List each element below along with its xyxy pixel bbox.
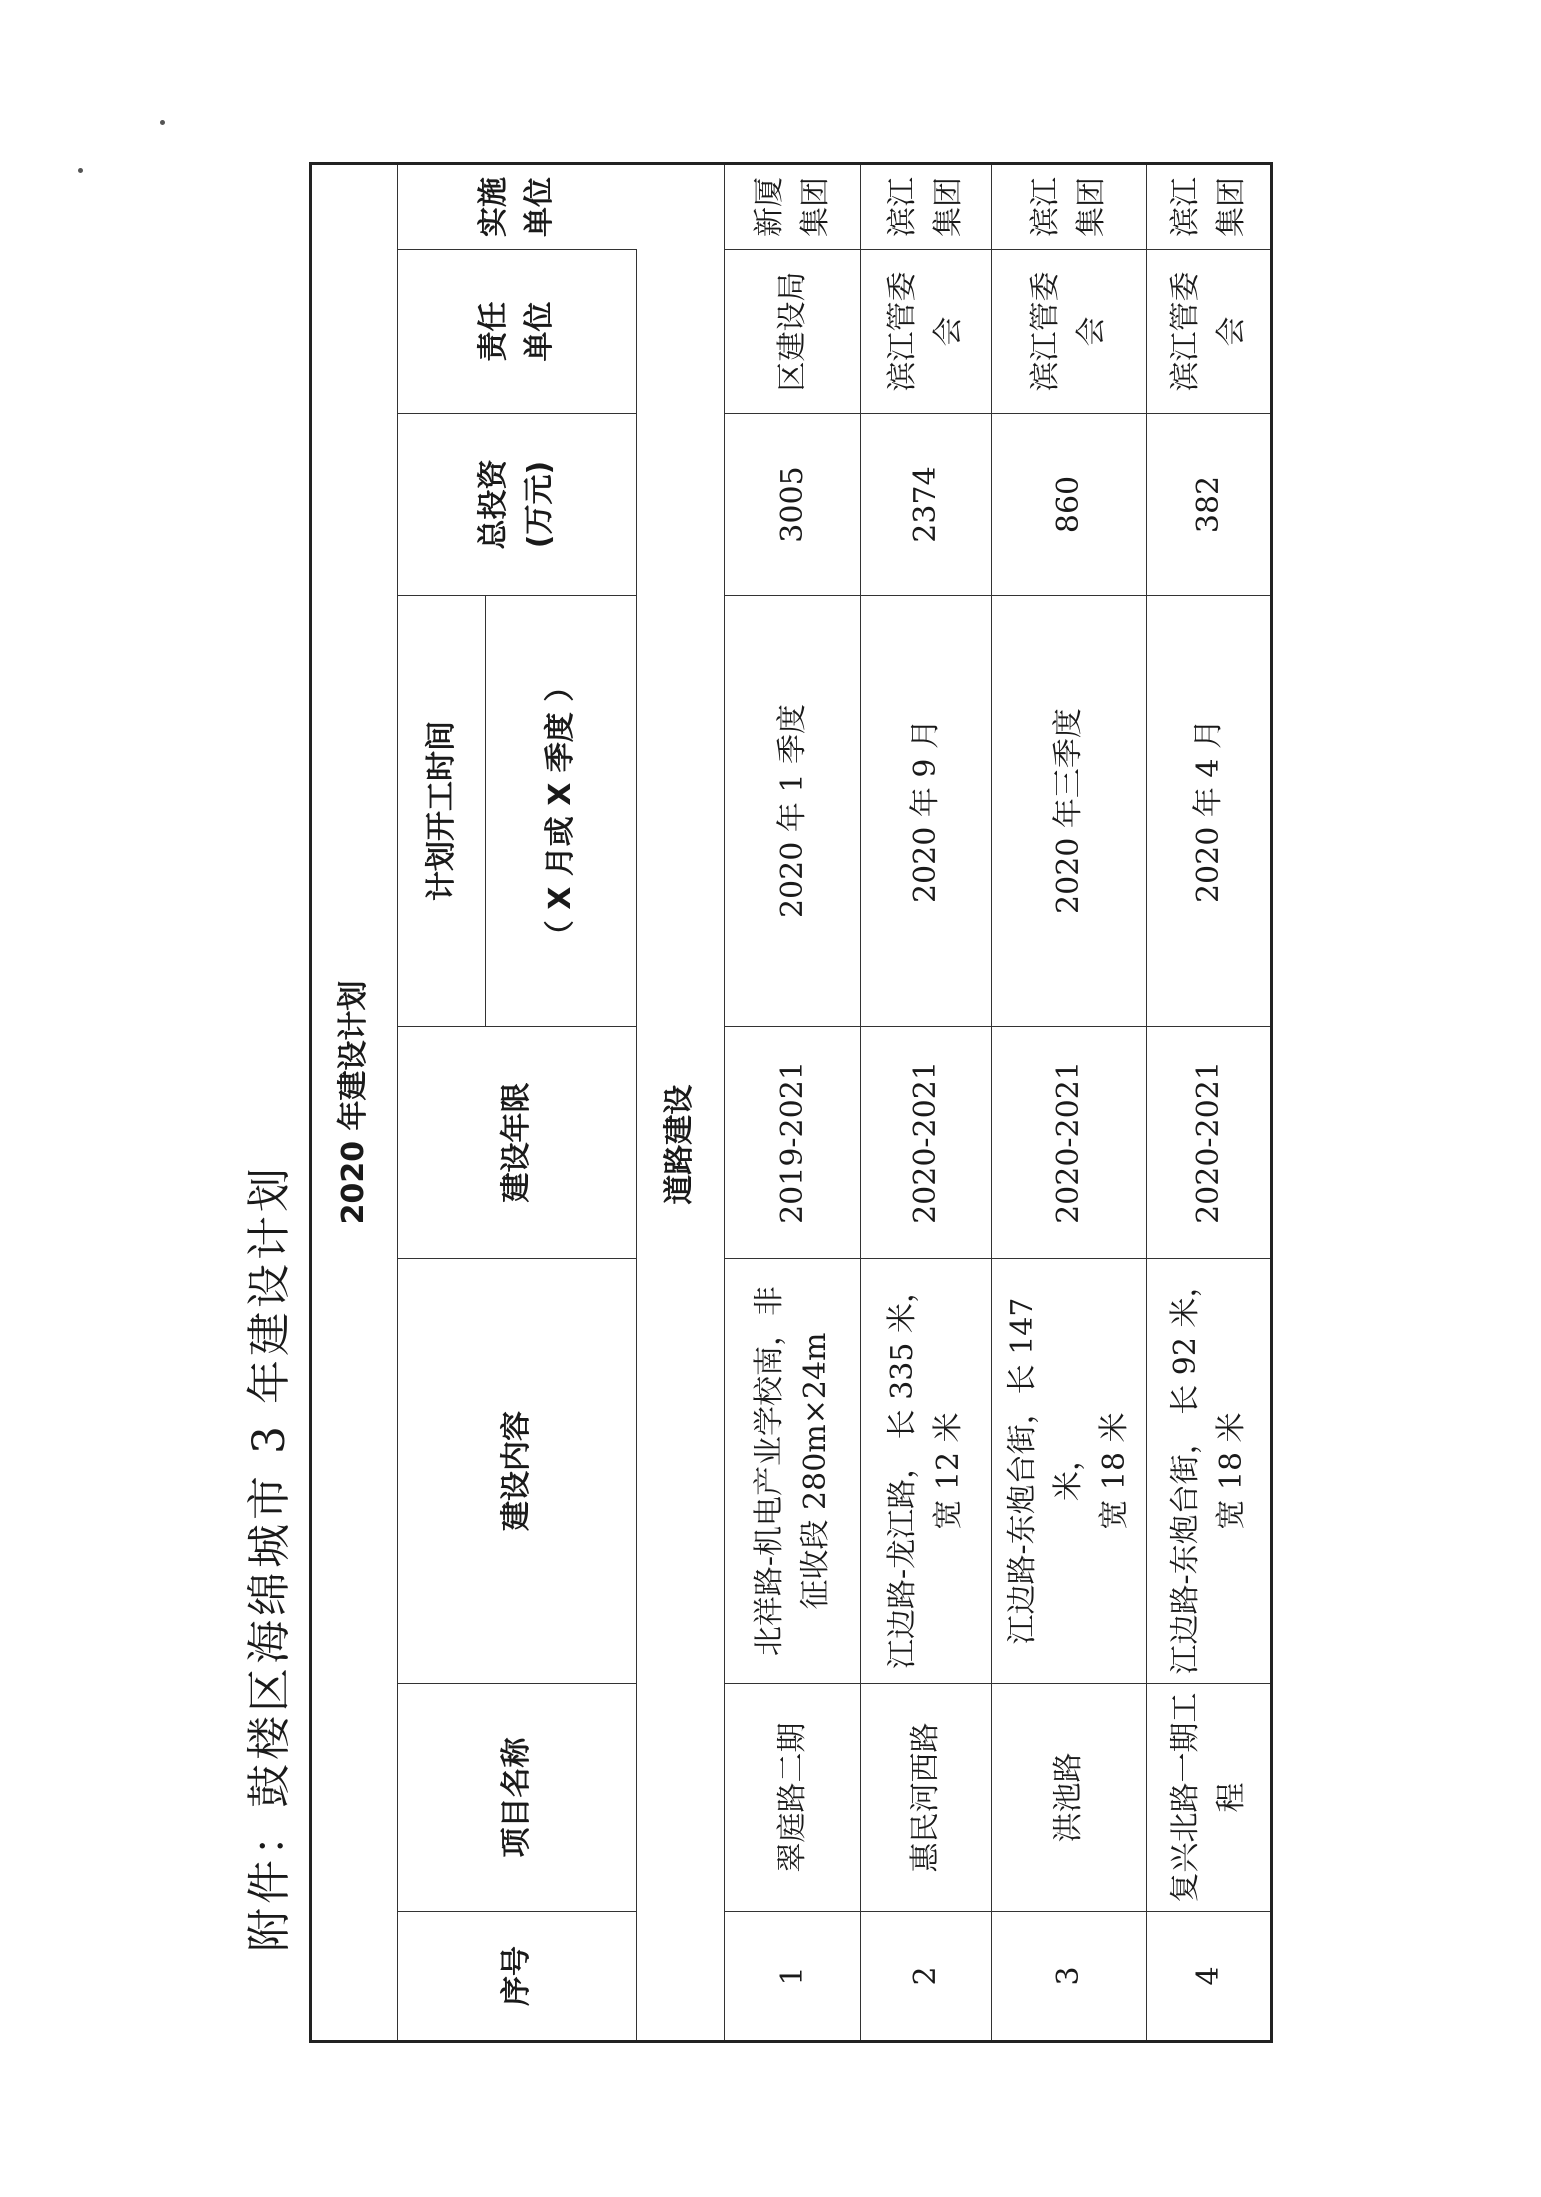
cell-implementing: 滨江集团 (1147, 163, 1272, 249)
cell-seq: 4 (1147, 1912, 1272, 2042)
header-period: 建设年限 (397, 1027, 636, 1259)
cell-implementing: 新厦集团 (725, 163, 860, 249)
cell-responsible-line: 滨江管委 (884, 271, 920, 392)
table-row (1147, 163, 1272, 2041)
cell-start-time: 2020 年 9 月 (860, 596, 991, 1027)
cell-content (860, 1259, 991, 1684)
cell-responsible-line: 会 (1213, 316, 1249, 347)
cell-responsible (1147, 250, 1272, 414)
cell-responsible-line: 会 (1073, 316, 1109, 347)
cell-period: 2020-2021 (1147, 1027, 1272, 1259)
header-implementing-line: 单位 (521, 176, 557, 237)
cell-responsible-line: 会 (930, 316, 966, 347)
header-responsible-line: 单位 (521, 301, 557, 362)
section-blank (636, 163, 725, 249)
header-project-name: 项目名称 (397, 1684, 636, 1912)
cell-content-line: 江边路-东炮台街，长 147 米， (1004, 1297, 1086, 1645)
cell-content-line: 宽 18 米 (1096, 1412, 1132, 1530)
cell-implementing: 滨江集团 (991, 163, 1146, 249)
cell-seq: 2 (860, 1912, 991, 2042)
cell-responsible-line: 滨江管委 (1027, 271, 1063, 392)
cell-implementing: 滨江集团 (860, 163, 991, 249)
cell-project-name: 洪池路 (991, 1684, 1146, 1912)
cell-start-time: 2020 年 4 月 (1147, 596, 1272, 1027)
cell-start-time: 2020 年 1 季度 (725, 596, 860, 1027)
cell-investment: 860 (991, 414, 1146, 596)
construction-plan-table (309, 162, 1273, 2043)
table-row (725, 163, 860, 2041)
header-investment-line: (万元) (521, 460, 557, 549)
header-investment (397, 414, 636, 596)
cell-investment: 382 (1147, 414, 1272, 596)
cell-responsible-line: 区建设局 (774, 271, 810, 392)
cell-period: 2019-2021 (725, 1027, 860, 1259)
cell-period: 2020-2021 (860, 1027, 991, 1259)
cell-responsible-line: 滨江管委 (1167, 271, 1203, 392)
table-row (991, 163, 1146, 2041)
cell-project-name: 惠民河西路 (860, 1684, 991, 1912)
cell-content-line: 北祥路-机电产业学校南，非 (751, 1285, 787, 1657)
cell-responsible (725, 250, 860, 414)
cell-content (991, 1259, 1146, 1684)
header-implementing (397, 163, 636, 249)
plan-year-band: 2020 年建设计划 (311, 163, 398, 2041)
table-row (860, 163, 991, 2041)
cell-seq: 3 (991, 1912, 1146, 2042)
cell-investment: 2374 (860, 414, 991, 596)
cell-content (725, 1259, 860, 1684)
header-responsible-line: 责任 (475, 301, 511, 362)
header-implementing-line: 实施 (475, 176, 511, 237)
cell-responsible (860, 250, 991, 414)
cell-start-time: 2020 年三季度 (991, 596, 1146, 1027)
header-seq: 序号 (397, 1912, 636, 2042)
cell-content-line: 宽 12 米 (930, 1412, 966, 1530)
document-title: 附件：鼓楼区海绵城市 3 年建设计划 (244, 1164, 295, 1952)
cell-investment: 3005 (725, 414, 860, 596)
header-responsible (397, 250, 636, 414)
cell-project-name: 复兴北路一期工程 (1147, 1684, 1272, 1912)
header-content: 建设内容 (397, 1259, 636, 1684)
header-start-time: 计划开工时间 (397, 596, 486, 1027)
cell-content (1147, 1259, 1272, 1684)
section-road-construction: 道路建设 (636, 250, 725, 2042)
cell-content-line: 江边路-龙江路， 长 335 米， (884, 1273, 920, 1670)
cell-project-name: 翠庭路二期 (725, 1684, 860, 1912)
cell-seq: 1 (725, 1912, 860, 2042)
cell-responsible (991, 250, 1146, 414)
cell-content-line: 征收段 280m×24m (797, 1332, 833, 1610)
cell-content-line: 江边路-东炮台街， 长 92 米， (1167, 1267, 1203, 1675)
cell-content-line: 宽 18 米 (1213, 1412, 1249, 1530)
header-investment-line: 总投资 (475, 459, 511, 550)
header-start-time-sub: （ X 月或 X 季度 ） (486, 596, 636, 1027)
cell-period: 2020-2021 (991, 1027, 1146, 1259)
